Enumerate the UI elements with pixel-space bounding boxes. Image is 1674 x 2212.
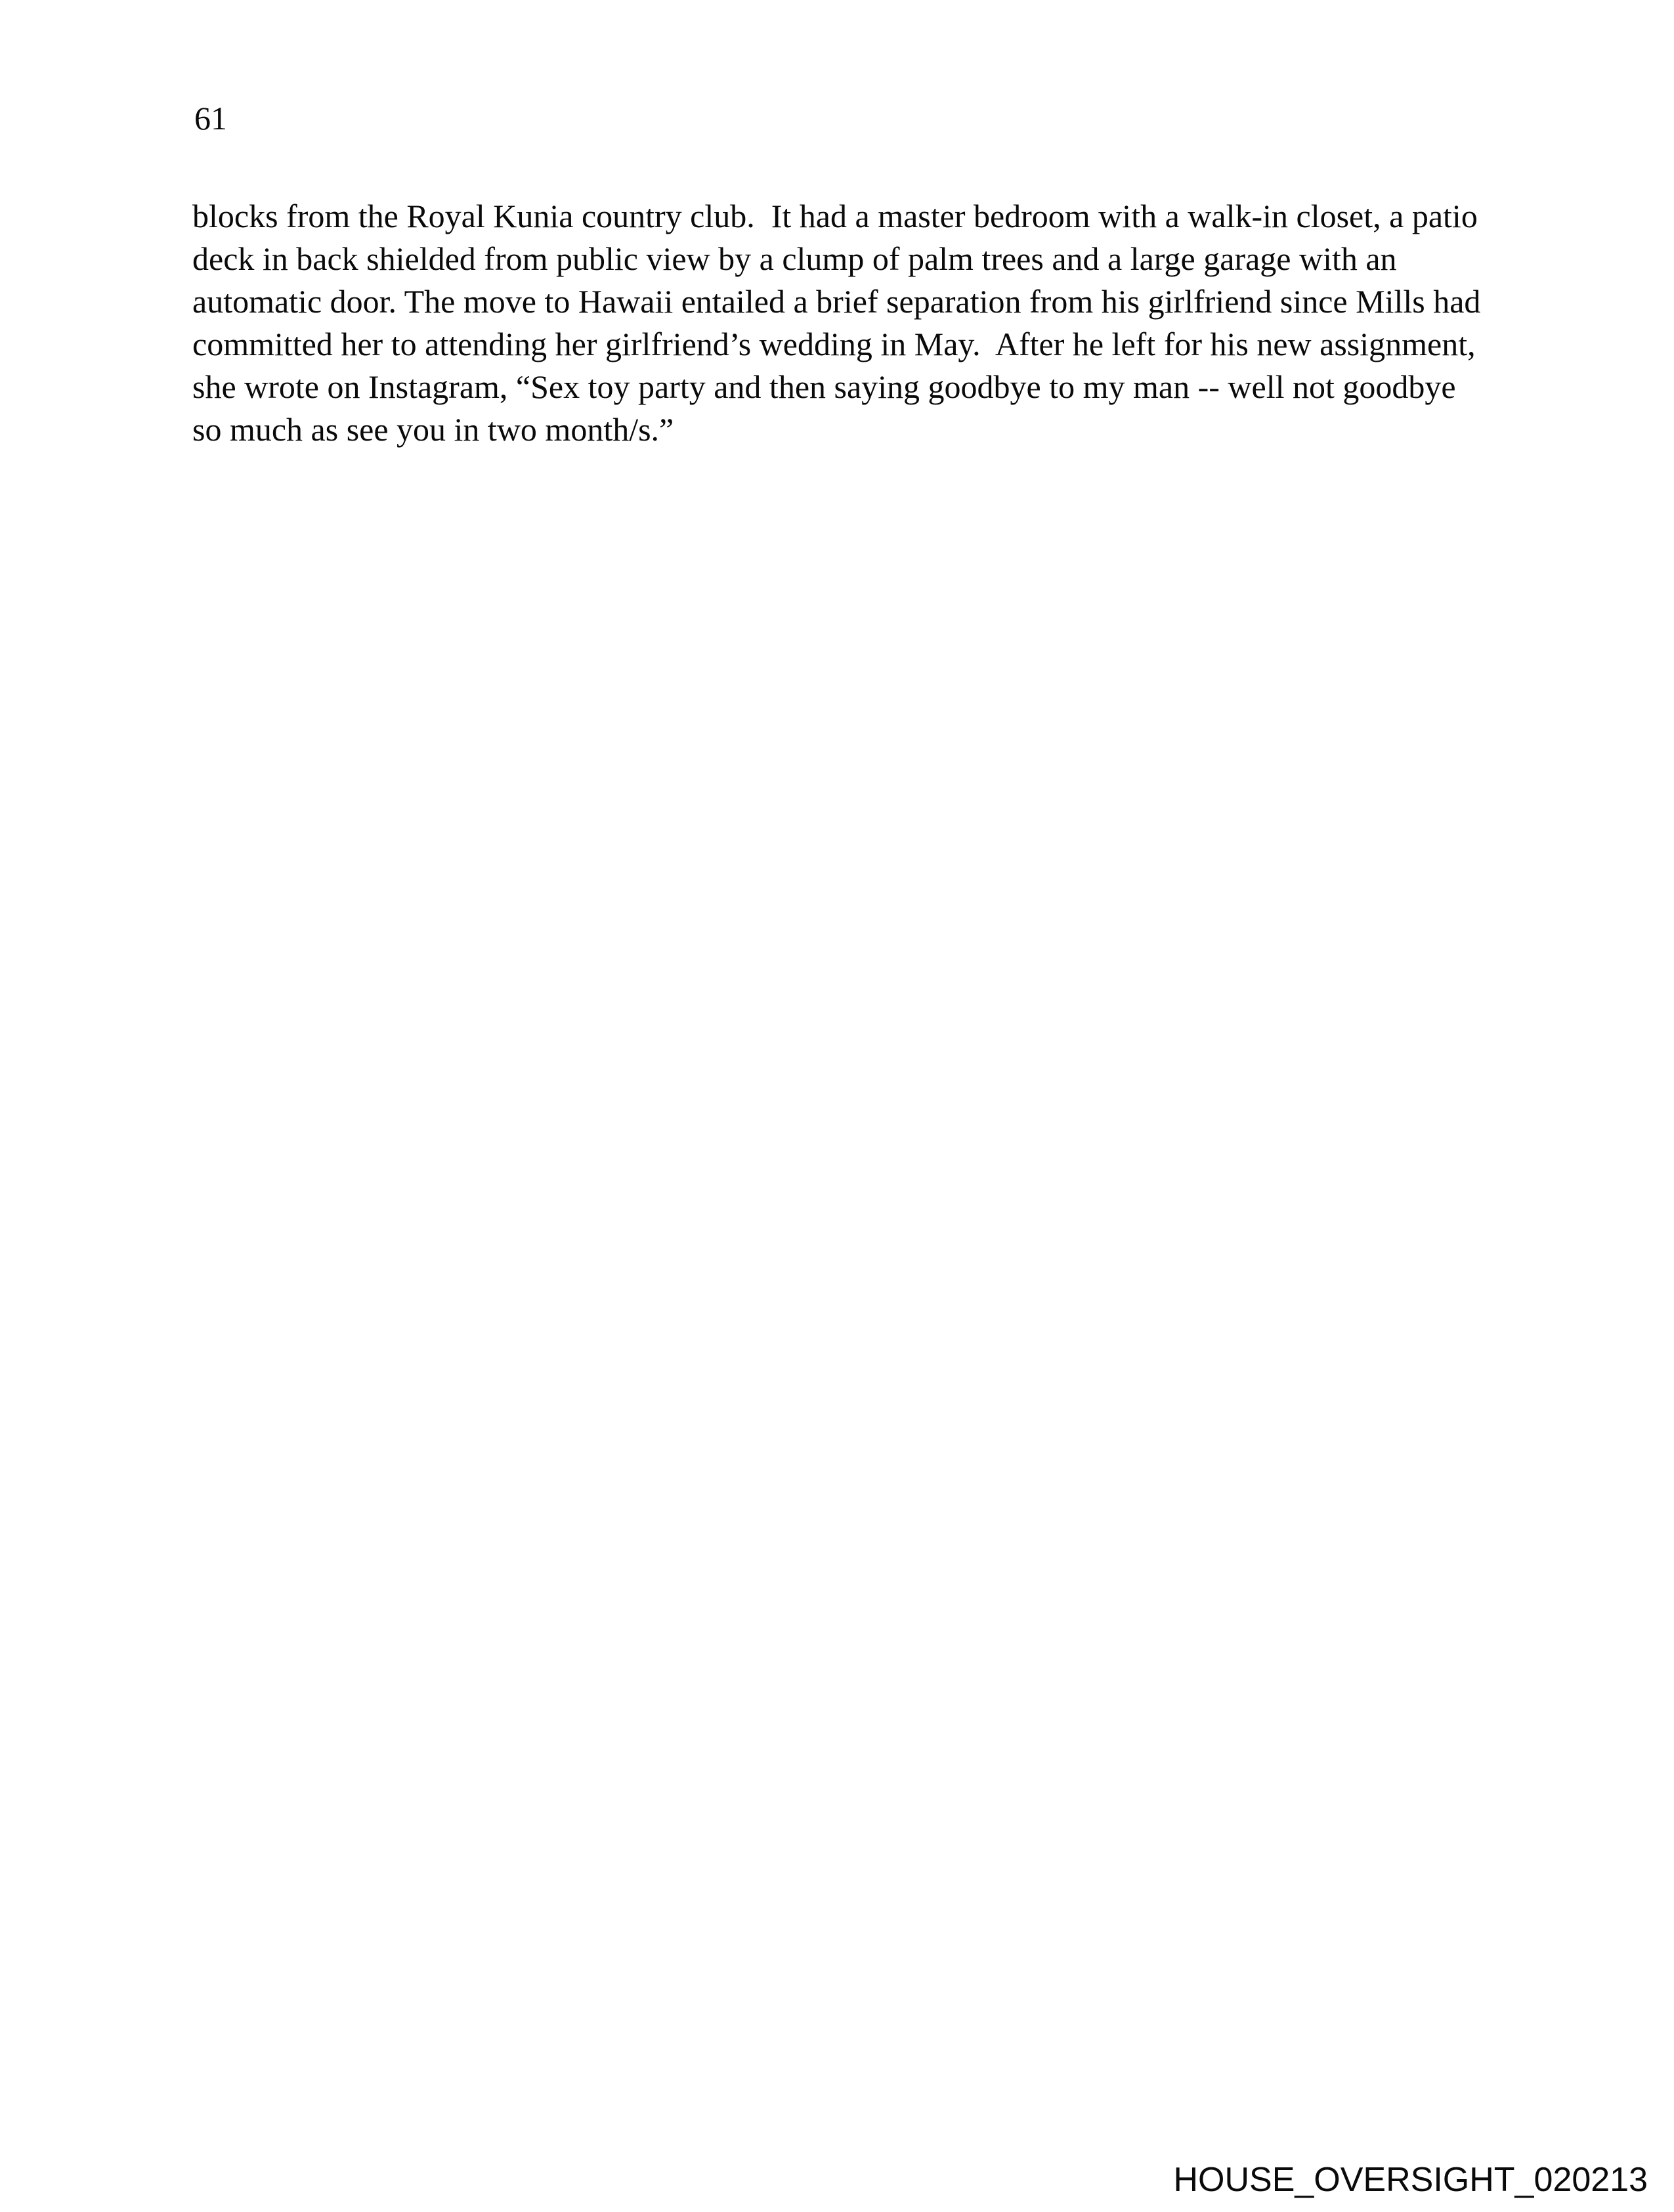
body-line: she wrote on Instagram, “Sex toy party and then saying goodbye to my man -- well not goodbye [192,368,1456,405]
body-line: committed her to attending her girlfriend’s wedding in May. After he left for his new assignment, [192,326,1476,362]
bates-number: HOUSE_OVERSIGHT_020213 [1173,2161,1648,2199]
page-number: 61 [194,100,227,137]
body-line: deck in back shielded from public view by a clump of palm trees and a large garage with an [192,240,1397,277]
body-line: so much as see you in two month/s.” [192,411,674,448]
body-line: blocks from the Royal Kunia country club. It had a master bedroom with a walk-in closet, a patio [192,198,1478,234]
body-paragraph [192,195,1512,451]
body-line: automatic door. The move to Hawaii entailed a brief separation from his girlfriend since Mills had [192,283,1481,320]
